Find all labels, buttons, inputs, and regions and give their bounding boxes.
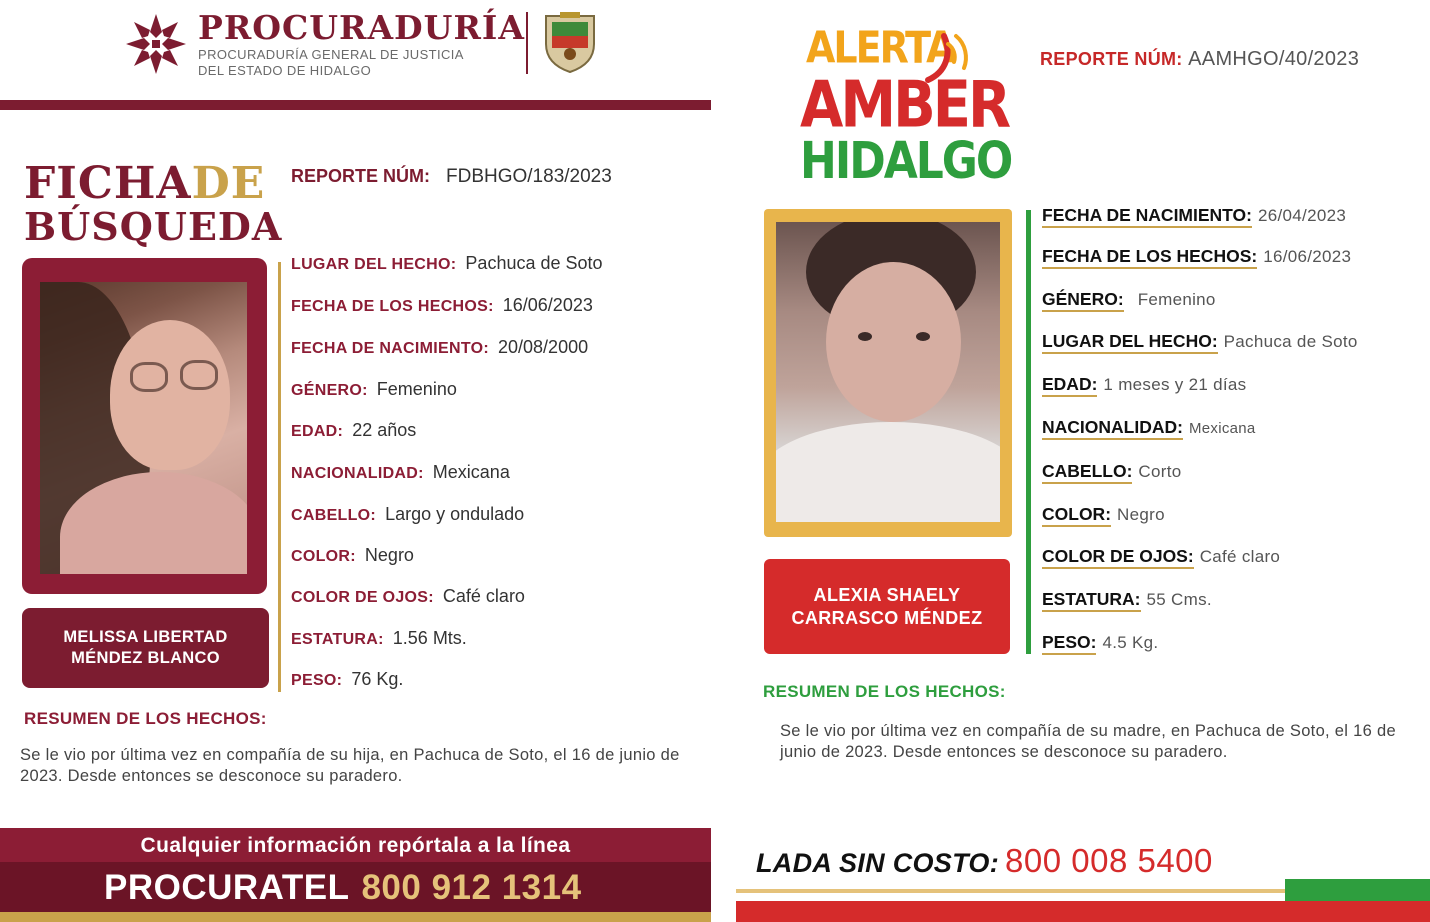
- field-label: EDAD:: [1042, 374, 1097, 397]
- field-label: FECHA DE NACIMIENTO:: [1042, 205, 1252, 228]
- photo-glasses-right: [180, 360, 218, 390]
- field-value: 4.5 Kg.: [1102, 633, 1159, 652]
- resumen-text: Se le vio por última vez en compañía de su hija, en Pachuca de Soto, el 16 de junio de 2023. Desde entonces se desconoce su paradero.: [20, 746, 680, 785]
- field-value: 1.56 Mts.: [392, 628, 467, 648]
- field-label: COLOR:: [291, 548, 356, 565]
- missing-child-photo: [776, 222, 1000, 522]
- ficha-title-line2: BÚSQUEDA: [24, 204, 283, 249]
- field-value: Femenino: [1137, 290, 1216, 309]
- person-name-line2: CARRASCO MÉNDEZ: [791, 607, 983, 628]
- logo-hidalgo: HIDALGO: [800, 132, 1012, 191]
- field-edad: [1042, 374, 1246, 395]
- field-estatura: [291, 628, 467, 649]
- report-number: [1040, 48, 1359, 71]
- field-label: ESTATURA:: [291, 631, 384, 648]
- photo-face: [826, 262, 961, 422]
- field-value: 16/06/2023: [1263, 247, 1352, 266]
- field-value: 1 meses y 21 días: [1103, 375, 1247, 394]
- field-nacionalidad: [1042, 417, 1256, 438]
- report-label: REPORTE NÚM:: [291, 166, 430, 186]
- footer-gold-stripe: [0, 912, 711, 922]
- field-value: Corto: [1138, 462, 1182, 481]
- field-fecha-de-los-hechos: [291, 295, 593, 316]
- alert-waves-icon: [922, 28, 972, 88]
- field-value: Café claro: [1199, 547, 1281, 566]
- field-label: CABELLO:: [1042, 461, 1132, 484]
- footer-red-band: [736, 901, 1430, 922]
- report-value: AAMHGO/40/2023: [1188, 48, 1360, 70]
- person-name-line2: MÉNDEZ BLANCO: [71, 649, 220, 667]
- field-value: Pachuca de Soto: [465, 253, 603, 273]
- photo-eye-left: [858, 332, 872, 341]
- field-value: Pachuca de Soto: [1223, 332, 1358, 351]
- field-fecha-de-los-hechos: [1042, 246, 1351, 267]
- field-label: NACIONALIDAD:: [291, 465, 424, 482]
- header-divider: [526, 12, 528, 74]
- resumen-text: Se le vio por última vez en compañía de su madre, en Pachuca de Soto, el 16 de junio de 2023. Desde entonces se desconoce su paradero.: [780, 722, 1396, 761]
- de-word: DE: [191, 158, 266, 209]
- field-value: Largo y ondulado: [385, 504, 525, 524]
- field-color-de-ojos: [291, 586, 525, 607]
- field-value: Mexicana: [1188, 420, 1256, 437]
- lada-hotline: [756, 842, 1213, 880]
- field-value: Mexicana: [432, 462, 510, 482]
- field-color: [291, 545, 414, 566]
- person-name-line1: ALEXIA SHAELY: [813, 584, 961, 605]
- footer-phone: 800 912 1314: [361, 868, 582, 907]
- field-value: Negro: [364, 545, 414, 565]
- procuraduria-title: PROCURADURÍA: [198, 8, 525, 47]
- field-label: FECHA DE LOS HECHOS:: [291, 298, 494, 315]
- field-value: 26/04/2023: [1258, 206, 1347, 225]
- details-divider: [278, 262, 281, 692]
- missing-person-photo: [40, 282, 247, 574]
- footer-gold-stripe: [736, 889, 1285, 893]
- field-label: EDAD:: [291, 423, 344, 440]
- field-value: Negro: [1117, 505, 1165, 524]
- field-label: COLOR DE OJOS:: [1042, 546, 1194, 569]
- photo-blanket: [776, 422, 1000, 522]
- resumen-label: RESUMEN DE LOS HECHOS:: [24, 709, 267, 728]
- field-value: 76 Kg.: [351, 669, 404, 689]
- report-label: REPORTE NÚM:: [1040, 49, 1183, 69]
- field-value: Café claro: [442, 586, 525, 606]
- state-shield-icon: [542, 10, 598, 76]
- photo-eye-right: [916, 332, 930, 341]
- field-fecha-de-nacimiento: [1042, 205, 1346, 226]
- person-name-line1: MELISSA LIBERTAD: [63, 628, 228, 646]
- alerta-amber-poster: [736, 0, 1430, 922]
- logo-amber: AMBER: [800, 68, 1009, 143]
- photo-face: [110, 320, 230, 470]
- procuraduria-subtitle-line2: DEL ESTADO DE HIDALGO: [198, 63, 372, 78]
- report-number: [291, 166, 612, 188]
- lada-label: LADA SIN COSTO:: [756, 848, 1000, 878]
- field-color-de-ojos: [1042, 546, 1280, 567]
- field-edad: [291, 420, 416, 441]
- lada-phone: 800 008 5400: [1005, 842, 1213, 879]
- field-color: [1042, 504, 1165, 525]
- field-label: COLOR DE OJOS:: [291, 589, 434, 606]
- procuraduria-subtitle-line1: PROCURADURÍA GENERAL DE JUSTICIA: [198, 47, 464, 62]
- field-label: LUGAR DEL HECHO:: [1042, 331, 1218, 354]
- footer-hotline: [0, 862, 711, 912]
- field-value: 55 Cms.: [1146, 590, 1212, 609]
- field-peso: [291, 669, 403, 690]
- footer-brand: PROCURATEL: [104, 868, 350, 907]
- field-label: PESO:: [1042, 632, 1096, 655]
- footer-green-band: [1285, 879, 1430, 901]
- field-label: GÉNERO:: [291, 382, 368, 399]
- field-lugar-del-hecho: [291, 253, 603, 274]
- field-lugar-del-hecho: [1042, 331, 1358, 352]
- field-cabello: [291, 504, 524, 525]
- field-label: GÉNERO:: [1042, 289, 1124, 312]
- field-fecha-de-nacimiento: [291, 337, 588, 358]
- field-peso: [1042, 632, 1158, 653]
- person-name-box: [22, 608, 269, 688]
- field-cabello: [1042, 461, 1181, 482]
- logo-alerta: ALERTA: [806, 22, 954, 73]
- field-genero: [1042, 289, 1216, 310]
- field-value: 16/06/2023: [502, 295, 593, 315]
- field-label: LUGAR DEL HECHO:: [291, 256, 457, 273]
- field-label: ESTATURA:: [1042, 589, 1141, 612]
- ficha-busqueda-poster: [0, 0, 711, 922]
- footer-info-line: Cualquier información repórtala a la línea: [0, 828, 711, 862]
- field-nacionalidad: [291, 462, 510, 483]
- field-value: 22 años: [352, 420, 417, 440]
- field-label: NACIONALIDAD:: [1042, 417, 1183, 440]
- field-label: CABELLO:: [291, 507, 377, 524]
- field-label: COLOR:: [1042, 504, 1111, 527]
- header-bar: [0, 100, 711, 110]
- field-value: 20/08/2000: [498, 337, 589, 357]
- details-divider: [1026, 210, 1031, 654]
- field-value: Femenino: [376, 379, 457, 399]
- person-name-box: [764, 559, 1010, 654]
- photo-glasses-left: [130, 362, 168, 392]
- field-label: FECHA DE LOS HECHOS:: [1042, 246, 1257, 269]
- ficha-word: FICHA: [24, 158, 192, 209]
- report-value: FDBHGO/183/2023: [446, 166, 612, 187]
- field-label: PESO:: [291, 672, 343, 689]
- field-estatura: [1042, 589, 1212, 610]
- resumen-label: RESUMEN DE LOS HECHOS:: [763, 682, 1006, 701]
- ficha-title-line1: [24, 158, 265, 209]
- field-genero: [291, 379, 457, 400]
- field-label: FECHA DE NACIMIENTO:: [291, 340, 489, 357]
- star-emblem-icon: [124, 12, 188, 76]
